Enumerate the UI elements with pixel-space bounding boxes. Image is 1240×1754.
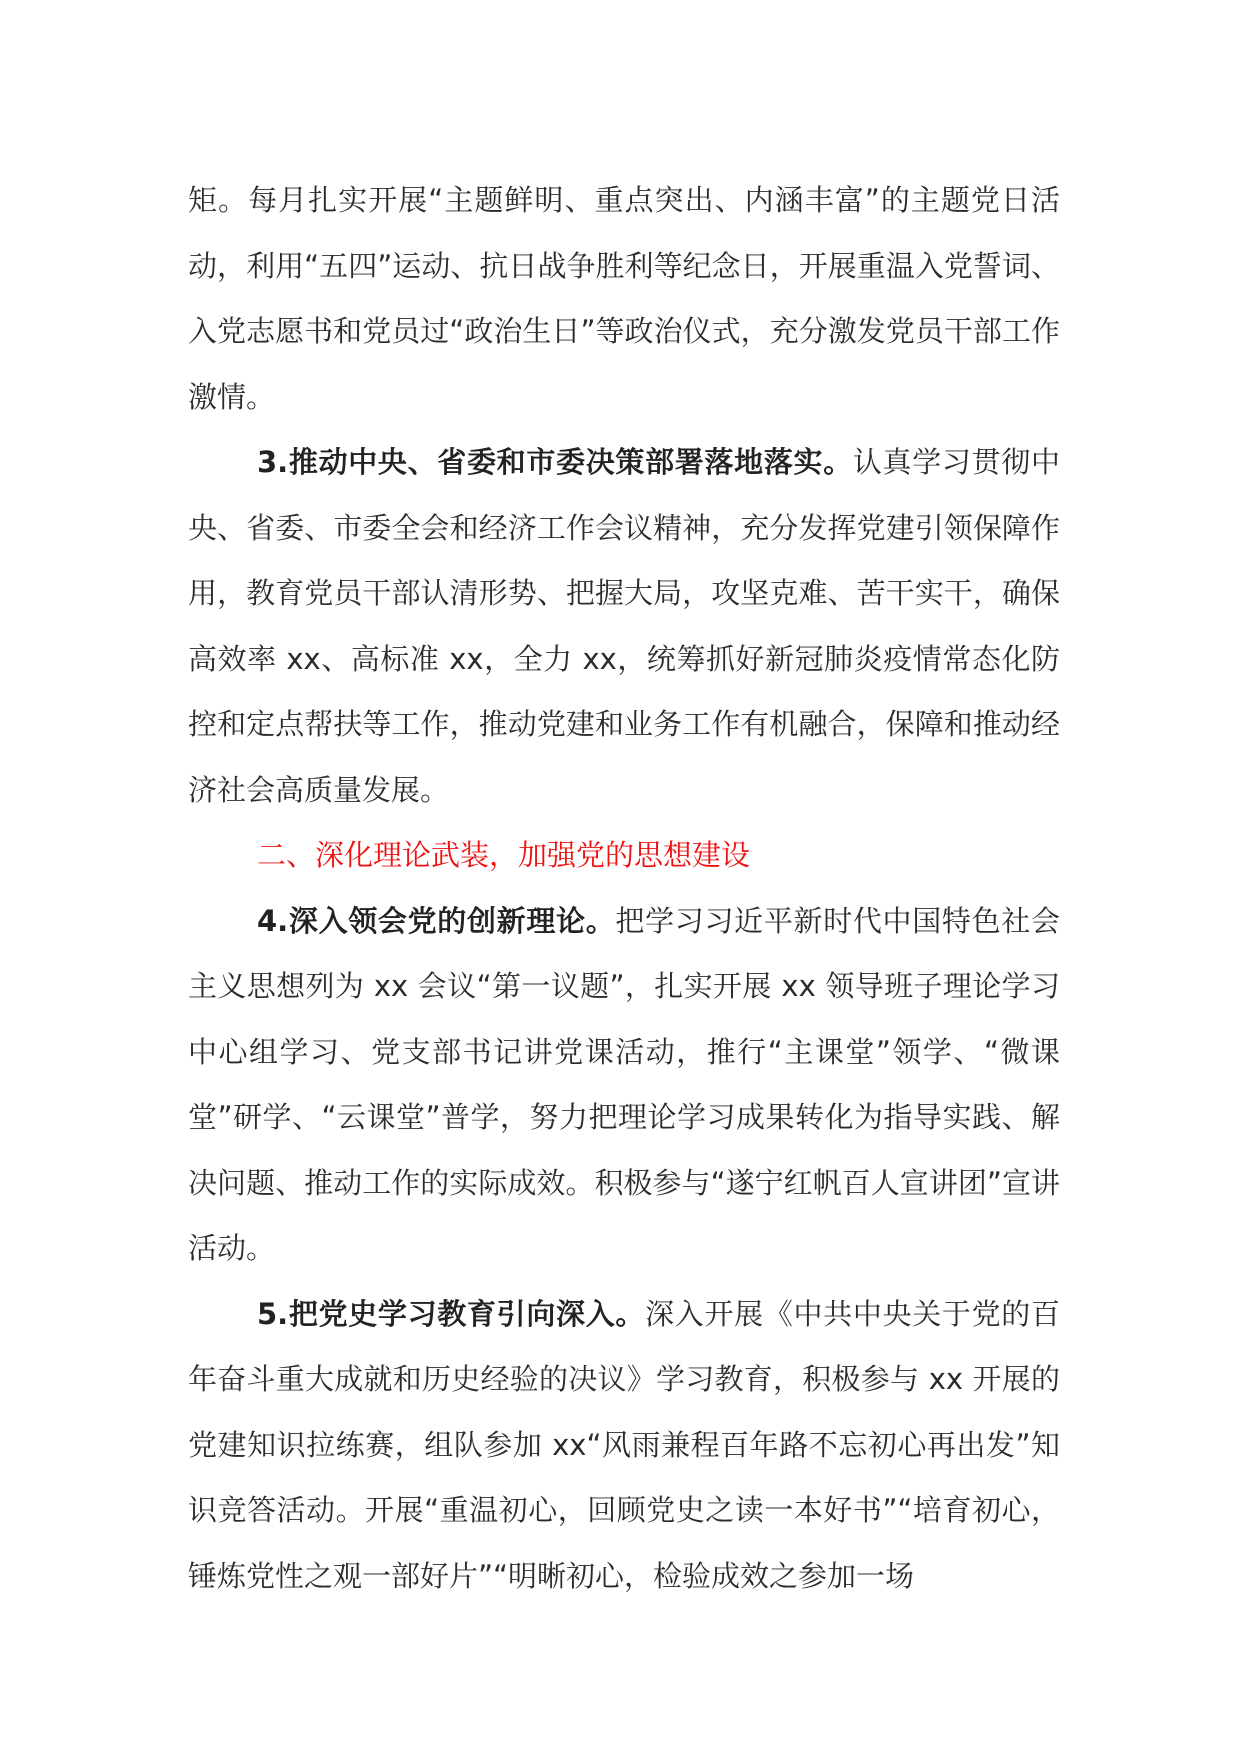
paragraph-text: 矩。每月扎实开展“主题鲜明、重点突出、内涵丰富”的主题党日活动，利用“五四”运动、抗日战争胜利等纪念日，开展重温入党誓词、入党志愿书和党员过“政治生日”等政治仪式，充分激发党员干部工作激情。	[188, 183, 1060, 414]
paragraph-text: 认真学习贯彻中央、省委、市委全会和经济工作会议精神，充分发挥党建引领保障作用，教育党员干部认清形势、把握大局，攻坚克难、苦干实干，确保高效率 xx、高标准 xx，全力 xx，统筹抓好新冠肺炎疫情常态化防控和定点帮扶等工作，推动党建和业务工作有机融合，保障和推动经济社会高质量发展。	[188, 445, 1060, 807]
paragraph-item-4	[188, 889, 1060, 1282]
document-body	[188, 168, 1060, 1609]
paragraph-item-5	[188, 1282, 1060, 1610]
paragraph-text: 深入开展《中共中央关于党的百年奋斗重大成就和历史经验的决议》学习教育，积极参与 xx 开展的党建知识拉练赛，组队参加 xx“风雨兼程百年路不忘初心再出发”知识竞答活动。开展“重温初心，回顾党史之读一本好书”“培育初心，锤炼党性之观一部好片”“明晰初心，检验成效之参加一场	[188, 1296, 1060, 1593]
paragraph-lead-heading: 3.推动中央、省委和市委决策部署落地落实。	[257, 445, 853, 479]
paragraph-lead-heading: 4.深入领会党的创新理论。	[257, 903, 616, 938]
paragraph-text: 把学习习近平新时代中国特色社会主义思想列为 xx 会议“第一议题”，扎实开展 xx 领导班子理论学习中心组学习、党支部书记讲党课活动，推行“主课堂”领学、“微课堂”研学、“云课堂”普学，努力把理论学习成果转化为指导实践、解决问题、推动工作的实际成效。积极参与“遂宁红帆百人宣讲团”宣讲活动。	[188, 903, 1060, 1265]
section-heading: 二、深化理论武装，加强党的思想建设	[257, 838, 751, 872]
paragraph-continued	[188, 168, 1060, 430]
paragraph-item-3	[188, 430, 1060, 823]
paragraph-lead-heading: 5.把党史学习教育引向深入。	[257, 1296, 646, 1331]
